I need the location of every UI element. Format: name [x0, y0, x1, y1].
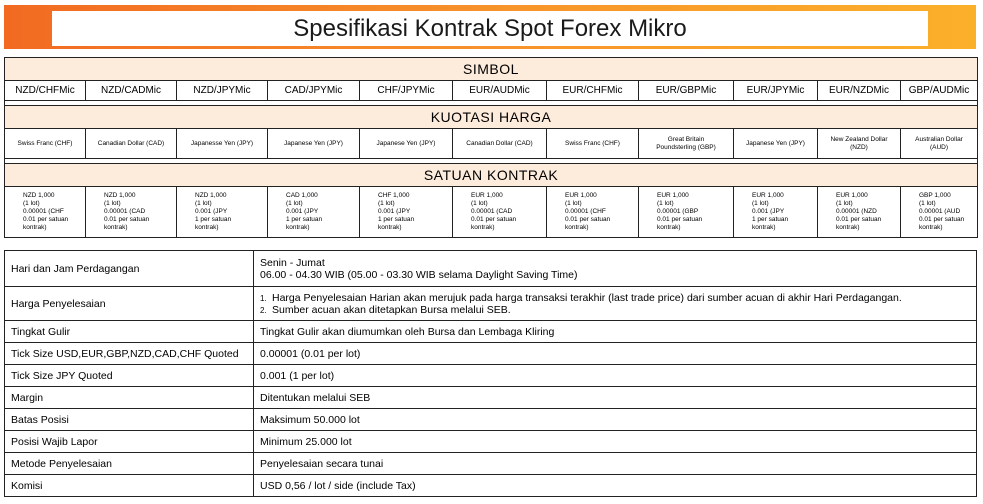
info-value: Ditentukan melalui SEB: [254, 387, 977, 409]
info-label: Harga Penyelesaian: [5, 287, 254, 321]
section-kuotasi: KUOTASI HARGA: [5, 106, 978, 129]
title-banner: [4, 5, 976, 49]
info-label: Hari dan Jam Perdagangan: [5, 251, 254, 287]
symbol-row: [5, 81, 978, 101]
page-title: Spesifikasi Kontrak Spot Forex Mikro: [52, 11, 928, 46]
info-label: Tick Size JPY Quoted: [5, 365, 254, 387]
info-row: [5, 365, 977, 387]
quote-cell: Japanese Yen (JPY): [360, 129, 453, 159]
spec-table: [4, 57, 978, 238]
unit-cell: CAD 1,000 (1 lot) 0.001 (JPY 1 per satuan kontrak): [268, 187, 360, 238]
unit-cell: NZD 1,000 (1 lot) 0.00001 (CAD 0.01 per satuan kontrak): [86, 187, 177, 238]
symbol-cell: NZD/CADMic: [86, 81, 177, 101]
info-row: [5, 387, 977, 409]
info-row: [5, 287, 977, 321]
info-label: Posisi Wajib Lapor: [5, 431, 254, 453]
info-row: [5, 431, 977, 453]
quote-cell: Australian Dollar (AUD): [901, 129, 978, 159]
info-value: Senin - Jumat 06.00 - 04.30 WIB (05.00 - 03.30 WIB selama Daylight Saving Time): [254, 251, 977, 287]
symbol-cell: EUR/GBPMic: [639, 81, 734, 101]
quote-cell: Great Britain Poundsterling (GBP): [639, 129, 734, 159]
info-label: Komisi: [5, 475, 254, 497]
info-value: Penyelesaian secara tunai: [254, 453, 977, 475]
symbol-cell: EUR/NZDMic: [818, 81, 901, 101]
info-table: [4, 250, 977, 497]
info-value: Maksimum 50.000 lot: [254, 409, 977, 431]
symbol-cell: NZD/JPYMic: [177, 81, 268, 101]
info-row: [5, 321, 977, 343]
unit-row: [5, 187, 978, 238]
quote-cell: Swiss Franc (CHF): [5, 129, 86, 159]
unit-cell: CHF 1,000 (1 lot) 0.001 (JPY 1 per satuan kontrak): [360, 187, 453, 238]
info-label: Margin: [5, 387, 254, 409]
info-row: [5, 251, 977, 287]
quote-cell: Swiss Franc (CHF): [547, 129, 639, 159]
quote-cell: Japanese Yen (JPY): [734, 129, 818, 159]
quote-cell: New Zealand Dollar (NZD): [818, 129, 901, 159]
info-row: [5, 343, 977, 365]
info-label: Tick Size USD,EUR,GBP,NZD,CAD,CHF Quoted: [5, 343, 254, 365]
quote-cell: Japanese Yen (JPY): [268, 129, 360, 159]
symbol-cell: CAD/JPYMic: [268, 81, 360, 101]
unit-cell: EUR 1,000 (1 lot) 0.00001 (CHF 0.01 per satuan kontrak): [547, 187, 639, 238]
info-row: [5, 453, 977, 475]
info-value: 0.00001 (0.01 per lot): [254, 343, 977, 365]
info-label: Tingkat Gulir: [5, 321, 254, 343]
symbol-cell: CHF/JPYMic: [360, 81, 453, 101]
symbol-cell: EUR/JPYMic: [734, 81, 818, 101]
symbol-cell: EUR/AUDMic: [453, 81, 547, 101]
quote-cell: Canadian Dollar (CAD): [86, 129, 177, 159]
unit-cell: EUR 1,000 (1 lot) 0.00001 (GBP 0.01 per satuan kontrak): [639, 187, 734, 238]
quote-cell: Japanesse Yen (JPY): [177, 129, 268, 159]
symbol-cell: EUR/CHFMic: [547, 81, 639, 101]
unit-cell: GBP 1,000 (1 lot) 0.00001 (AUD 0.01 per satuan kontrak): [901, 187, 978, 238]
quote-row: [5, 129, 978, 159]
info-label: Batas Posisi: [5, 409, 254, 431]
unit-cell: EUR 1,000 (1 lot) 0.001 (JPY 1 per satuan kontrak): [734, 187, 818, 238]
info-value: USD 0,56 / lot / side (include Tax): [254, 475, 977, 497]
unit-cell: NZD 1,000 (1 lot) 0.001 (JPY 1 per satuan kontrak): [177, 187, 268, 238]
info-label: Metode Penyelesaian: [5, 453, 254, 475]
info-value: Tingkat Gulir akan diumumkan oleh Bursa dan Lembaga Kliring: [254, 321, 977, 343]
section-simbol: SIMBOL: [5, 58, 978, 81]
symbol-cell: GBP/AUDMic: [901, 81, 978, 101]
unit-cell: EUR 1,000 (1 lot) 0.00001 (NZD 0.01 per satuan kontrak): [818, 187, 901, 238]
section-satuan: SATUAN KONTRAK: [5, 164, 978, 187]
unit-cell: EUR 1,000 (1 lot) 0.00001 (CAD 0.01 per satuan kontrak): [453, 187, 547, 238]
quote-cell: Canadian Dollar (CAD): [453, 129, 547, 159]
symbol-cell: NZD/CHFMic: [5, 81, 86, 101]
info-value: 1. Harga Penyelesaian Harian akan merujuk pada harga transaksi terakhir (last trade price) dari sumber acuan di akhir Hari Perdagangan. 2. Sumber acuan akan ditetapkan Bursa melalui SEB.: [254, 287, 977, 321]
info-row: [5, 409, 977, 431]
unit-cell: NZD 1,000 (1 lot) 0.00001 (CHF 0.01 per satuan kontrak): [5, 187, 86, 238]
info-value: 0.001 (1 per lot): [254, 365, 977, 387]
info-row: [5, 475, 977, 497]
info-value: Minimum 25.000 lot: [254, 431, 977, 453]
